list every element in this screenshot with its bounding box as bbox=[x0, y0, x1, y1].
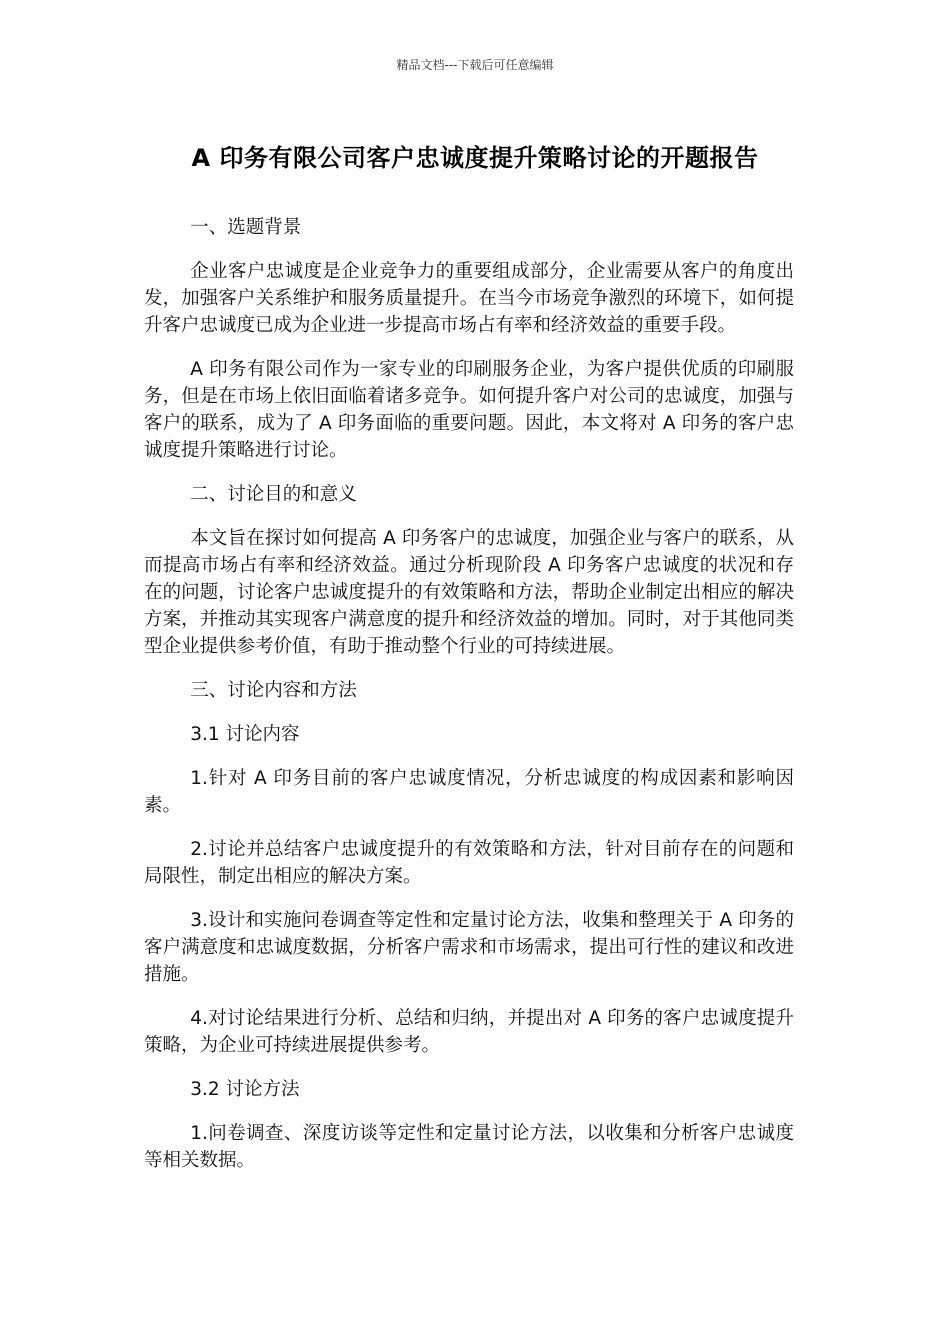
list-item: 1.问卷调查、深度访谈等定性和定量讨论方法，以收集和分析客户忠诚度等相关数据。 bbox=[144, 1123, 794, 1171]
list-item: 1.针对 A 印务目前的客户忠诚度情况，分析忠诚度的构成因素和影响因素。 bbox=[144, 768, 794, 816]
section-heading-background: 一、选题背景 bbox=[190, 217, 302, 238]
list-item: 3.设计和实施问卷调查等定性和定量讨论方法，收集和整理关于 A 印务的客户满意度和忠诚度数据，分析客户需求和市场需求，提出可行性的建议和改进措施。 bbox=[144, 910, 794, 985]
subsection-heading-method: 3.2 讨论方法 bbox=[190, 1079, 300, 1100]
paragraph: 企业客户忠诚度是企业竞争力的重要组成部分，企业需要从客户的角度出发，加强客户关系维护和服务质量提升。在当今市场竞争激烈的环境下，如何提升客户忠诚度已成为企业进一步提高市场占有率和经济效益的重要手段。 bbox=[144, 261, 794, 336]
paragraph: 本文旨在探讨如何提高 A 印务客户的忠诚度，加强企业与客户的联系，从而提高市场占有率和经济效益。通过分析现阶段 A 印务客户忠诚度的状况和存在的问题，讨论客户忠诚度提升的有效策略和方法，帮助企业制定出相应的解决方案，并推动其实现客户满意度的提升和经济效益的增加。同时，对于其他同类型企业提供参考价值，有助于推动整个行业的可持续进展。 bbox=[144, 528, 794, 657]
list-item: 4.对讨论结果进行分析、总结和归纳，并提出对 A 印务的客户忠诚度提升策略，为企业可持续进展提供参考。 bbox=[144, 1008, 794, 1056]
page-header: 精品文档---下载后可任意编辑 bbox=[396, 58, 554, 72]
subsection-heading-content: 3.1 讨论内容 bbox=[190, 724, 300, 745]
paragraph: A 印务有限公司作为一家专业的印刷服务企业，为客户提供优质的印刷服务，但是在市场上依旧面临着诸多竞争。如何提升客户对公司的忠诚度，加强与客户的联系，成为了 A 印务面临的重要问题。因此，本文将对 A 印务的客户忠诚度提升策略进行讨论。 bbox=[144, 359, 794, 461]
document-body bbox=[144, 214, 794, 1191]
document-title: A 印务有限公司客户忠诚度提升策略讨论的开题报告 bbox=[191, 144, 759, 172]
section-heading-purpose: 二、讨论目的和意义 bbox=[190, 484, 357, 505]
list-item: 2.讨论并总结客户忠诚度提升的有效策略和方法，针对目前存在的问题和局限性，制定出相应的解决方案。 bbox=[144, 839, 794, 887]
section-heading-content-method: 三、讨论内容和方法 bbox=[190, 680, 357, 701]
